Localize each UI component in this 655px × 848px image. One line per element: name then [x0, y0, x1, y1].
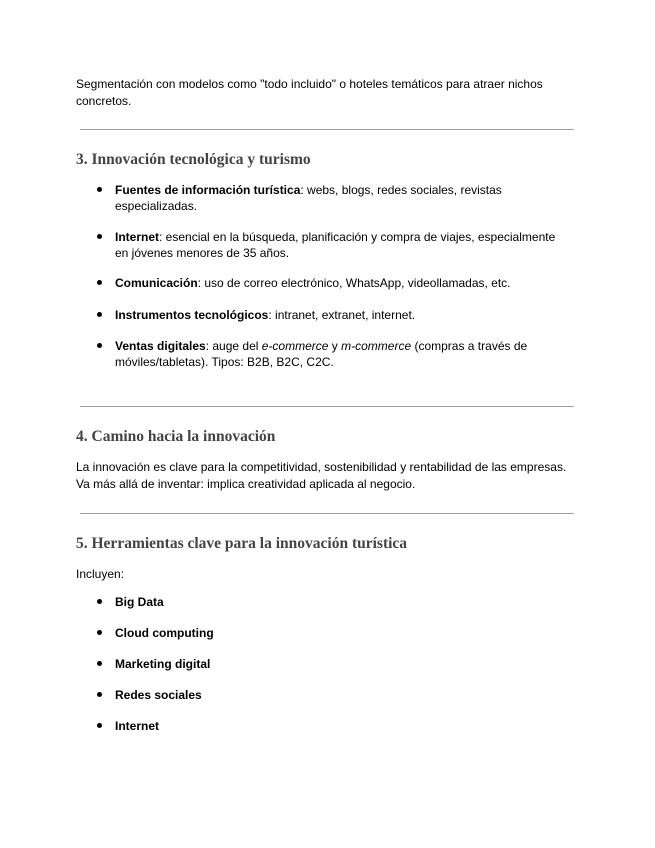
list-item-text: y	[328, 339, 342, 353]
bullet-icon	[97, 343, 102, 348]
section-5-intro: Incluyen:	[76, 567, 125, 581]
section-5-heading: 5. Herramientas clave para la innovación turística	[76, 535, 408, 552]
list-item-emphasis: e-commerce	[261, 339, 329, 353]
divider-2	[80, 406, 574, 407]
list-item-ventas	[97, 338, 567, 370]
tool-label: Big Data	[115, 595, 164, 609]
bullet-icon	[97, 723, 102, 728]
tool-label: Marketing digital	[115, 657, 211, 671]
list-item-term: Internet	[115, 230, 160, 244]
section-4-paragraph: La innovación es clave para la competitividad, sostenibilidad y rentabilidad de las empresas. Va más allá de inventar: implica creatividad aplicada al negocio.	[76, 460, 567, 491]
tool-label: Cloud computing	[115, 626, 214, 640]
bullet-icon	[97, 312, 102, 317]
tool-item-big-data	[97, 594, 567, 610]
tool-label: Internet	[115, 719, 160, 733]
list-item-internet	[97, 229, 567, 261]
bullet-icon	[97, 599, 102, 604]
list-item-text: : auge del	[205, 339, 262, 353]
list-item-instrumentos	[97, 307, 567, 323]
tool-item-cloud	[97, 625, 567, 641]
tool-item-internet	[97, 718, 567, 734]
list-item-term: Fuentes de información turística	[115, 183, 301, 197]
bullet-icon	[97, 234, 102, 239]
divider-1	[80, 129, 574, 130]
bullet-icon	[97, 630, 102, 635]
bullet-icon	[97, 692, 102, 697]
tool-label: Redes sociales	[115, 688, 202, 702]
list-item-term: Comunicación	[115, 276, 198, 290]
divider-3	[80, 513, 574, 514]
list-item-fuentes	[97, 182, 567, 214]
list-item-text: (compras a través de móviles/tabletas). Tipos: B2B, B2C, C2C.	[115, 339, 528, 369]
intro-paragraph: Segmentación con modelos como "todo incluido" o hoteles temáticos para atraer nichos concretos.	[76, 77, 543, 108]
bullet-icon	[97, 661, 102, 666]
list-item-text: : intranet, extranet, internet.	[268, 308, 416, 322]
list-item-term: Ventas digitales	[115, 339, 206, 353]
bullet-icon	[97, 187, 102, 192]
tool-item-redes	[97, 687, 567, 703]
list-item-text: : webs, blogs, redes sociales, revistas especializadas.	[115, 183, 502, 213]
list-item-emphasis: m-commerce	[341, 339, 412, 353]
bullet-icon	[97, 280, 102, 285]
list-item-text: : uso de correo electrónico, WhatsApp, videollamadas, etc.	[197, 276, 511, 290]
list-item-comunicacion	[97, 275, 567, 291]
section-3-heading: 3. Innovación tecnológica y turismo	[76, 151, 311, 168]
tool-item-marketing	[97, 656, 567, 672]
list-item-text: : esencial en la búsqueda, planificación y compra de viajes, especialmente en jóvenes menores de 35 años.	[115, 230, 556, 260]
section-4-heading: 4. Camino hacia la innovación	[76, 428, 276, 445]
list-item-term: Instrumentos tecnológicos	[115, 308, 269, 322]
